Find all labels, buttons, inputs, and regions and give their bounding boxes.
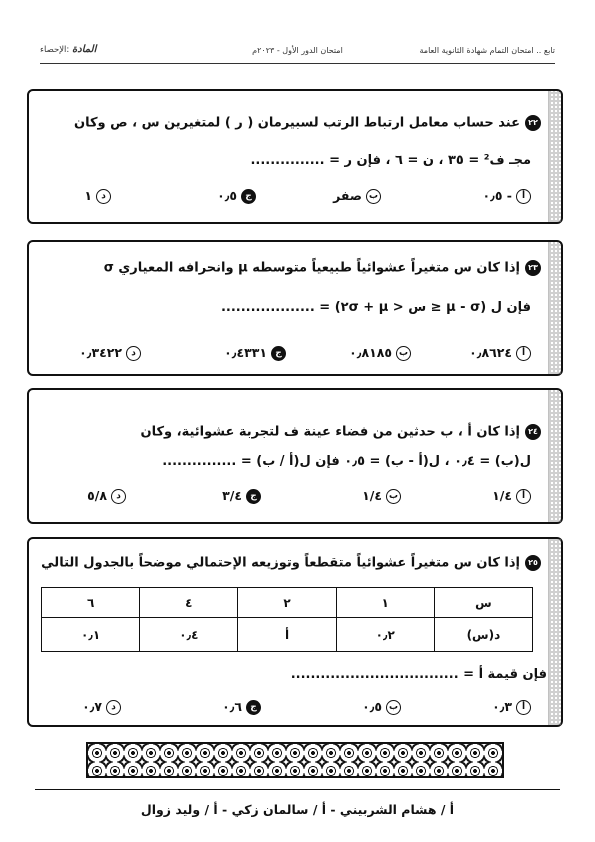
header-exam-title: تابع .. امتحان التمام شهادة الثانوية العامة: [419, 46, 555, 55]
question-number: ٢٥: [525, 555, 541, 571]
table-cell: د(س): [434, 618, 532, 652]
question-number: ٢٣: [525, 260, 541, 276]
ornament-border: [86, 742, 504, 778]
option-a[interactable]: أ٠٫٣: [492, 699, 531, 715]
question-line-2: فإن ل (μ - σ ≤ س < μ + ٢σ) = ...................: [220, 300, 531, 315]
table-cell: ٠٫١: [42, 618, 140, 652]
option-a[interactable]: أ٠٫٨٦٢٤: [469, 345, 531, 361]
authors-signature: أ / هشام الشربيني - أ / سالمان زكي - أ / وليد زوال: [35, 789, 560, 817]
question-number: ٢٤: [525, 424, 541, 440]
option-d[interactable]: د٠٫٣٤٢٢: [79, 345, 141, 361]
option-c[interactable]: ج٣/٤: [222, 488, 261, 504]
question-card-24: [27, 388, 563, 524]
question-line-1: ٢٤إذا كان أ ، ب حدثين من فضاء عينة ف لتجربة عشوائية، وكان: [141, 424, 541, 440]
question-card-22: [27, 89, 563, 224]
option-d[interactable]: د٥/٨: [87, 488, 126, 504]
option-c[interactable]: ج٠٫٤٣٣١: [224, 345, 286, 361]
question-card-23: [27, 240, 563, 376]
option-b[interactable]: ب٠٫٨١٨٥: [349, 345, 411, 361]
table-cell: ٦: [42, 588, 140, 618]
option-b[interactable]: ب٠٫٥: [362, 699, 401, 715]
table-cell: ٠٫٤: [140, 618, 238, 652]
option-a[interactable]: أ١/٤: [492, 488, 531, 504]
table-cell: ١: [336, 588, 434, 618]
question-line-1: ٢٢عند حساب معامل ارتباط الرتب لسبيرمان ( ر ) لمتغيرين س ، ص وكان: [74, 115, 541, 131]
question-line-2: ل(ب) = ٠٫٤ ، ل(أ - ب) = ٠٫٥ فإن ل(أ / ب) = ...............: [162, 454, 531, 469]
table-cell: س: [434, 588, 532, 618]
question-line-1: ٢٣إذا كان س متغيراً عشوائياً طبيعياً متوسطه μ وانحرافه المعياري σ: [104, 260, 541, 276]
option-c[interactable]: ج٠٫٥: [217, 188, 256, 204]
option-c[interactable]: ج٠٫٦: [222, 699, 261, 715]
header-logo: المادة: [72, 44, 97, 55]
page-header: [40, 40, 555, 64]
table-cell: ٢: [238, 588, 336, 618]
option-d[interactable]: د٠٫٧: [82, 699, 121, 715]
option-b[interactable]: بصفر: [333, 188, 381, 204]
table-cell: أ: [238, 618, 336, 652]
question-number: ٢٢: [525, 115, 541, 131]
question-card-25: [27, 537, 563, 727]
header-subject: المادة :الإحصاء: [40, 44, 97, 55]
question-line-1: ٢٥إذا كان س متغيراً عشوائياً متقطعاً وتوزيعه الإحتمالي موضحاً بالجدول التالي: [41, 555, 541, 571]
header-subject-name: الإحصاء: [40, 45, 67, 55]
header-session: امتحان الدور الأول - ٢٠٢٣م: [252, 46, 343, 55]
question-line-2: مجـ ف² = ٣٥ ، ن = ٦ ، فإن ر = ...............: [250, 153, 531, 168]
option-a[interactable]: أ- ٠٫٥: [483, 188, 531, 204]
table-cell: ٤: [140, 588, 238, 618]
question-line-2: فإن قيمة أ = ..................................: [290, 667, 547, 682]
option-b[interactable]: ب١/٤: [362, 488, 401, 504]
table-row: [42, 588, 533, 618]
distribution-table: [41, 587, 533, 652]
table-row: [42, 618, 533, 652]
option-d[interactable]: د١: [84, 188, 111, 204]
table-cell: ٠٫٢: [336, 618, 434, 652]
